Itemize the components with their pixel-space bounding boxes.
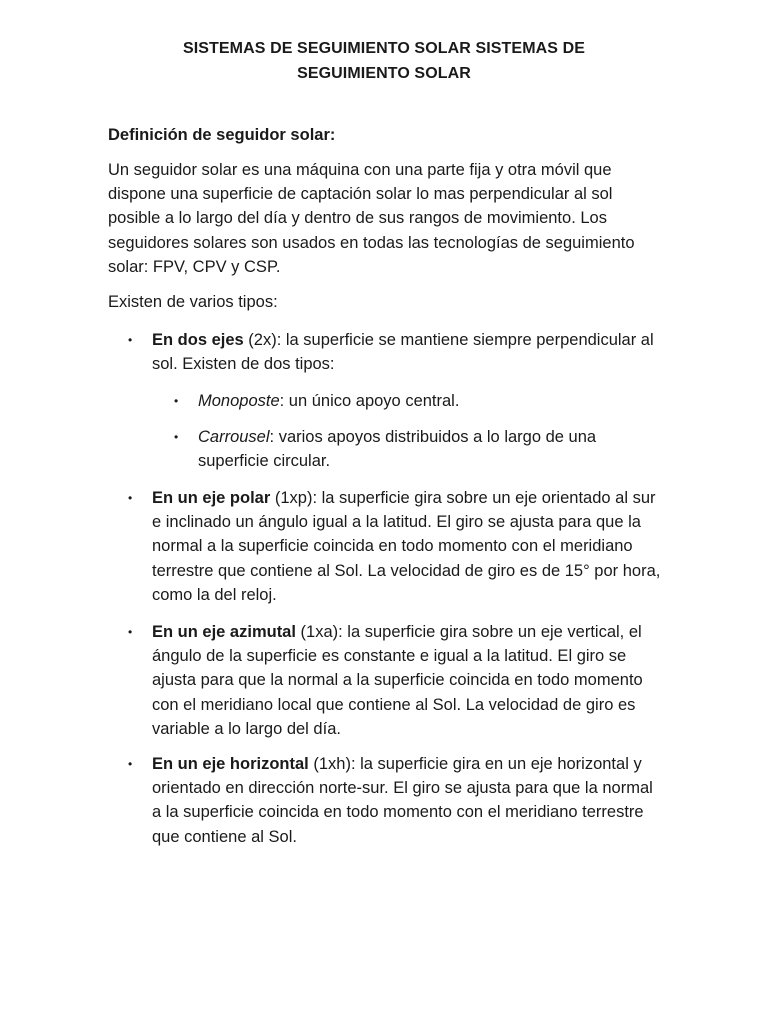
title-line-2: SEGUIMIENTO SOLAR [297, 65, 471, 82]
list-item-term: En un eje azimutal [152, 623, 296, 641]
sublist-item-term: Monoposte [198, 392, 280, 410]
intro-paragraph: Un seguidor solar es una máquina con una parte fija y otra móvil que dispone una superficie de captación solar lo mas perpendicular al sol posible a lo largo del día y dentro de sus rangos de movimiento. Los seguidores solares son usados en todas las tecnologías de seguimiento solar: FPV, CPV y CSP. [108, 161, 635, 276]
list-item-term: En dos ejes [152, 331, 244, 349]
bullet-icon: • [128, 757, 133, 771]
list-item-text [152, 620, 666, 741]
sublist-item-description: : un único apoyo central. [279, 392, 460, 410]
section-heading: Definición de seguidor solar: [108, 126, 336, 144]
list-item-text [152, 486, 668, 607]
list-item-description: (2x): la superficie se mantiene siempre perpendicular al sol. Existen de dos tipos: [152, 331, 654, 374]
list-item-description: (1xa): la superficie gira sobre un eje vertical, el ángulo de la superficie es constante e igual a la latitud. El giro se ajusta para que la normal a la superficie coincida en todo momento con el meridiano local que contiene al Sol. La velocidad de giro es variable a lo largo del día. [152, 623, 643, 738]
bullet-icon: • [128, 491, 133, 505]
document-title [100, 36, 668, 86]
types-intro: Existen de varios tipos: [108, 293, 278, 311]
bullet-icon: • [174, 394, 179, 408]
list-item-text [152, 752, 666, 849]
list-item-text [152, 328, 664, 376]
list-item-description: (1xh): la superficie gira en un eje horizontal y orientado en dirección norte-sur. El giro se ajusta para que la normal a la superficie coincida en todo momento con el meridiano terrestre que contiene al Sol. [152, 755, 653, 846]
bullet-icon: • [128, 333, 133, 347]
list-item-term: En un eje horizontal [152, 755, 309, 773]
list-item-term: En un eje polar [152, 489, 271, 507]
sublist-item-description: : varios apoyos distribuidos a lo largo de una superficie circular. [198, 428, 597, 471]
bullet-icon: • [174, 430, 179, 444]
bullet-icon: • [128, 625, 133, 639]
sublist-item-text [198, 389, 658, 413]
sublist-item-term: Carrousel [198, 428, 270, 446]
list-item-description: (1xp): la superficie gira sobre un eje orientado al sur e inclinado un ángulo igual a la latitud. El giro se ajusta para que la normal a la superficie coincida en todo momento con el meridiano terrestre que contiene al Sol. La velocidad de giro es de 15° por hora, como la del reloj. [152, 489, 661, 604]
sublist-item-text [198, 425, 638, 473]
title-line-1: SISTEMAS DE SEGUIMIENTO SOLAR SISTEMAS DE [182, 40, 586, 57]
